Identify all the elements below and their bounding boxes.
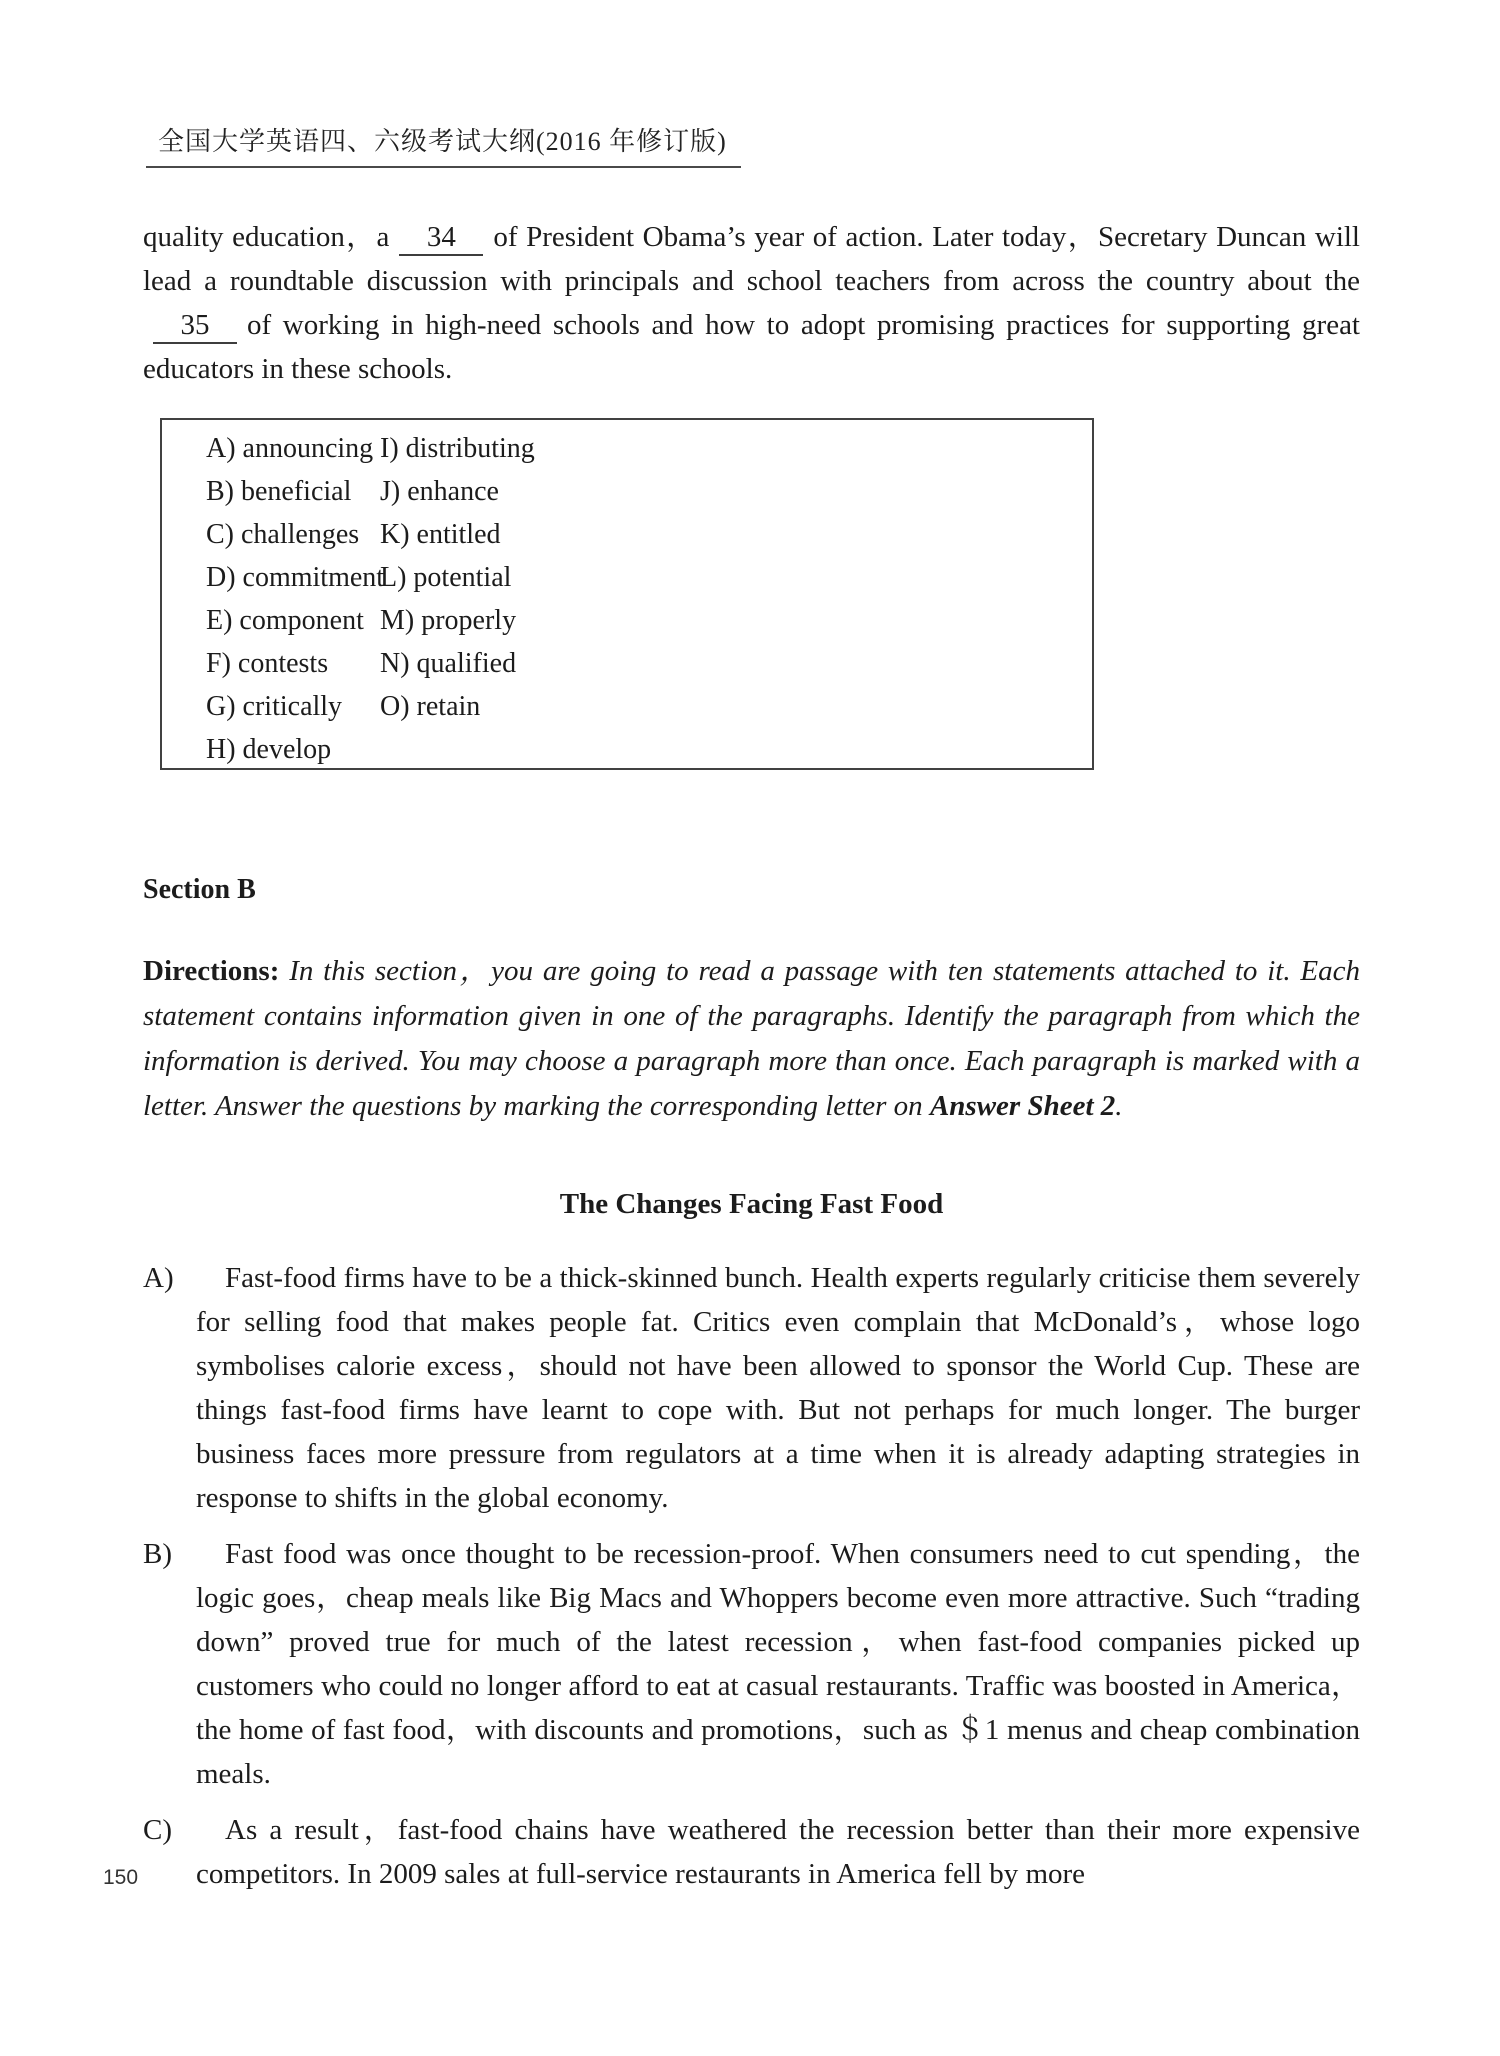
paragraph-a-text: Fast-food firms have to be a thick-skinned bunch. Health experts regularly criticise them severely for selling food that makes people fat. Critics even complain that McDonald’s，whose logo symbolises calorie excess，should not have been allowed to sponsor the World Cup. These are things fast-food firms have learnt to cope with. But not perhaps for much longer. The burger business faces more pressure from regulators at a time when it is already adapting strategies in response to shifts in the global economy. <box>196 1262 1360 1514</box>
blank-34: 34 <box>399 222 483 256</box>
paragraph-b-letter: B) <box>143 1538 172 1570</box>
word-bank-option-f: F) contests <box>206 648 329 679</box>
cloze-paragraph <box>143 215 1360 391</box>
word-bank-option-c: C) challenges <box>206 519 360 550</box>
word-bank-option-k: K) entitled <box>380 519 501 550</box>
passage-body <box>143 1256 1360 1908</box>
word-bank-option-h: H) develop <box>206 734 332 765</box>
word-bank-option-i: I) distributing <box>380 433 535 464</box>
word-bank-option-n: N) qualified <box>380 648 517 679</box>
paragraph-b <box>143 1532 1360 1796</box>
section-b-heading: Section B <box>143 874 256 905</box>
directions-text: In this section，you are going to read a passage with ten statements attached to it. Each statement contains information given in one of the paragraphs. Identify the paragraph from which the information is derived. You may choose a paragraph more than once. Each paragraph is marked with a letter. Answer the questions by marking the corresponding letter on <box>143 955 1360 1122</box>
word-bank-option-d: D) commitment <box>206 562 385 593</box>
paragraph-a <box>143 1256 1360 1520</box>
blank-35: 35 <box>153 310 237 344</box>
paragraph-c-text: As a result，fast-food chains have weathered the recession better than their more expensive competitors. In 2009 sales at full-service restaurants in America fell by more <box>196 1814 1360 1890</box>
running-head: 全国大学英语四、六级考试大纲(2016 年修订版) <box>146 124 741 168</box>
paragraph-b-text: Fast food was once thought to be recession-proof. When consumers need to cut spending，the logic goes，cheap meals like Big Macs and Whoppers become even more attractive. Such “trading down” proved true for much of the latest recession，when fast-food companies picked up customers who could no longer afford to eat at casual restaurants. Traffic was boosted in America，the home of fast food，with discounts and promotions，such as ＄1 menus and cheap combination meals. <box>196 1538 1360 1790</box>
word-bank-option-e: E) component <box>206 605 364 636</box>
word-bank-option-b: B) beneficial <box>206 476 352 507</box>
paragraph-c-letter: C) <box>143 1814 172 1846</box>
word-bank-option-a: A) announcing <box>206 433 374 464</box>
passage-title: The Changes Facing Fast Food <box>559 1188 944 1220</box>
page-number: 150 <box>103 1866 139 1889</box>
directions-end: . <box>1115 1090 1123 1122</box>
word-bank-option-m: M) properly <box>380 605 517 636</box>
cloze-segment-2: of President Obama’s year of action. Later today，Secretary Duncan will lead a roundtable discussion with principals and school teachers from across the country about the <box>143 221 1360 297</box>
paragraph-a-letter: A) <box>143 1262 174 1294</box>
word-bank-column-left <box>206 427 384 771</box>
word-bank-option-o: O) retain <box>380 691 481 722</box>
directions-answer-sheet: Answer Sheet 2 <box>929 1090 1116 1122</box>
word-bank-option-g: G) critically <box>206 691 343 722</box>
cloze-segment-3: of working in high-need schools and how to adopt promising practices for supporting great educators in these schools. <box>143 309 1360 385</box>
cloze-segment-1: quality education，a <box>143 221 390 253</box>
directions-paragraph <box>143 949 1360 1129</box>
word-bank-column-right <box>380 427 535 728</box>
word-bank-option-j: J) enhance <box>380 476 499 507</box>
word-bank-box <box>160 418 1094 770</box>
paragraph-c <box>143 1808 1360 1896</box>
word-bank-option-l: L) potential <box>380 562 512 593</box>
directions-label: Directions: <box>143 955 280 987</box>
